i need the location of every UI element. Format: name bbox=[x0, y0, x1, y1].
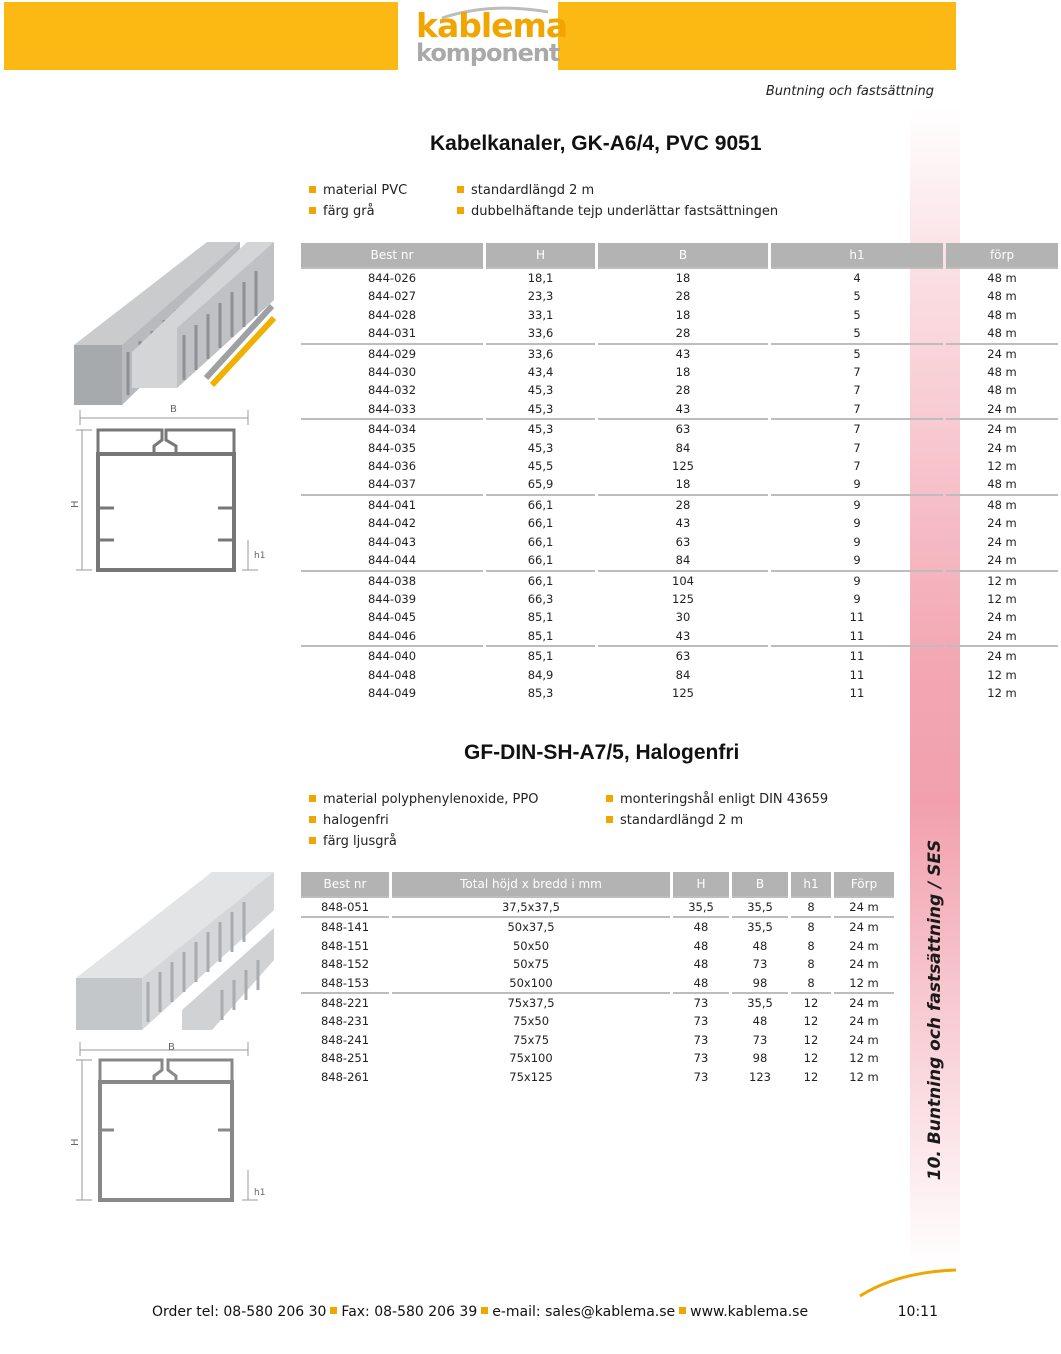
table-cell: 24 m bbox=[987, 534, 1017, 549]
table-cell: 63 bbox=[675, 534, 691, 549]
column-header: h1 bbox=[791, 872, 831, 896]
table-cell: 8 bbox=[807, 975, 815, 990]
table-cell: 48 m bbox=[987, 289, 1017, 304]
table-cell: 43 bbox=[598, 343, 768, 363]
table-row bbox=[301, 955, 894, 973]
table-row bbox=[301, 439, 1058, 457]
table-cell: 844-026 bbox=[301, 267, 483, 287]
table-cell: 8 bbox=[791, 916, 831, 936]
table-cell: 24 m bbox=[987, 401, 1017, 416]
table-row bbox=[301, 1068, 894, 1086]
footer-swoosh-icon bbox=[858, 1268, 958, 1298]
table-cell: 73 bbox=[693, 1032, 709, 1047]
table-cell: 66,1 bbox=[527, 534, 554, 549]
table-cell: 73 bbox=[693, 1014, 709, 1029]
table-cell: 75x37,5 bbox=[392, 992, 670, 1012]
table-cell: 45,3 bbox=[527, 401, 554, 416]
table-cell: 7 bbox=[853, 365, 861, 380]
bullet-square-icon bbox=[309, 816, 316, 823]
table-cell: 43 bbox=[675, 401, 691, 416]
table-row bbox=[301, 684, 1058, 702]
table-cell: 35,5 bbox=[732, 992, 788, 1012]
table-cell: 7 bbox=[853, 440, 861, 455]
table-cell: 75x50 bbox=[512, 1014, 550, 1029]
column-header: B bbox=[598, 243, 768, 267]
table-cell: 844-042 bbox=[367, 516, 417, 531]
table-cell: 848-153 bbox=[320, 975, 370, 990]
table-cell: 12 bbox=[803, 1051, 819, 1066]
table-cell: 848-241 bbox=[320, 1032, 370, 1047]
table-row bbox=[301, 627, 1058, 645]
table-cell: 844-044 bbox=[367, 553, 417, 568]
table-cell: 73 bbox=[752, 957, 768, 972]
table-row bbox=[301, 400, 1058, 418]
table-cell: 9 bbox=[853, 553, 861, 568]
table-cell: 848-221 bbox=[301, 992, 389, 1012]
table-cell: 7 bbox=[771, 418, 943, 438]
table-cell: 125 bbox=[672, 685, 694, 700]
table-cell: 24 m bbox=[987, 610, 1017, 625]
footer-fax: Fax: 08-580 206 39 bbox=[341, 1304, 478, 1320]
column-header: Förp bbox=[834, 872, 894, 896]
table-cell: 12 m bbox=[849, 975, 879, 990]
table-cell: 9 bbox=[853, 591, 861, 606]
table-cell: 24 m bbox=[946, 645, 1058, 665]
section2-features-left bbox=[309, 789, 538, 852]
table-cell: 48 bbox=[693, 957, 709, 972]
feature-item: färg ljusgrå bbox=[309, 831, 538, 852]
page-subtitle: Buntning och fastsättning bbox=[765, 84, 934, 99]
table-cell: 844-034 bbox=[301, 418, 483, 438]
dimension-h1-label: h1 bbox=[254, 551, 266, 561]
table-cell: 18 bbox=[675, 307, 691, 322]
table-row bbox=[301, 666, 1058, 684]
table-cell: 844-046 bbox=[367, 628, 417, 643]
table-cell: 37,5x37,5 bbox=[392, 896, 670, 916]
feature-item: monteringshål enligt DIN 43659 bbox=[606, 789, 828, 810]
table-row bbox=[301, 343, 1058, 363]
dimension-b-label: B bbox=[168, 1042, 175, 1053]
table-cell: 848-051 bbox=[301, 896, 389, 916]
table-cell: 50x37,5 bbox=[392, 916, 670, 936]
table-cell: 73 bbox=[673, 992, 729, 1012]
table-cell: 848-251 bbox=[320, 1051, 370, 1066]
section1-title: Kabelkanaler, GK-A6/4, PVC 9051 bbox=[430, 132, 762, 155]
table-cell: 844-030 bbox=[367, 365, 417, 380]
table-cell: 8 bbox=[807, 957, 815, 972]
table-cell: 11 bbox=[849, 628, 865, 643]
table-cell: 8 bbox=[807, 938, 815, 953]
table-cell: 66,1 bbox=[486, 570, 595, 590]
table-cell: 125 bbox=[672, 591, 694, 606]
table-cell: 11 bbox=[849, 667, 865, 682]
table-row bbox=[301, 514, 1058, 532]
product-table-gf-din bbox=[298, 872, 897, 1086]
bullet-square-icon bbox=[309, 186, 316, 193]
table-row bbox=[301, 287, 1058, 305]
table-cell: 12 bbox=[803, 1014, 819, 1029]
table-cell: 848-152 bbox=[320, 957, 370, 972]
table-cell: 844-049 bbox=[367, 685, 417, 700]
feature-item: material polyphenylenoxide, PPO bbox=[309, 789, 538, 810]
table-cell: 7 bbox=[853, 401, 861, 416]
table-cell: 50x75 bbox=[512, 957, 550, 972]
table-cell: 85,3 bbox=[527, 685, 554, 700]
table-cell: 844-031 bbox=[367, 326, 417, 341]
table-cell: 18 bbox=[675, 477, 691, 492]
table-cell: 30 bbox=[675, 610, 691, 625]
table-cell: 73 bbox=[693, 1051, 709, 1066]
table-cell: 844-040 bbox=[301, 645, 483, 665]
table-row bbox=[301, 608, 1058, 626]
table-row bbox=[301, 992, 894, 1012]
column-header: Total höjd x bredd i mm bbox=[392, 872, 670, 896]
footer-website[interactable]: www.kablema.se bbox=[690, 1304, 809, 1320]
section2-features-right bbox=[606, 789, 828, 831]
table-cell: 12 m bbox=[946, 570, 1058, 590]
table-cell: 844-045 bbox=[367, 610, 417, 625]
table-cell: 9 bbox=[771, 494, 943, 514]
table-cell: 9 bbox=[853, 516, 861, 531]
table-cell: 123 bbox=[749, 1069, 771, 1084]
table-cell: 844-027 bbox=[367, 289, 417, 304]
table-cell: 24 m bbox=[834, 916, 894, 936]
bullet-square-icon bbox=[309, 795, 316, 802]
table-cell: 12 bbox=[803, 1032, 819, 1047]
table-cell: 85,1 bbox=[486, 645, 595, 665]
dimension-h-label: H bbox=[70, 500, 81, 508]
table-cell: 844-043 bbox=[367, 534, 417, 549]
bullet-square-icon bbox=[606, 795, 613, 802]
table-cell: 48 bbox=[693, 975, 709, 990]
table-cell: 28 bbox=[675, 289, 691, 304]
table-cell: 48 bbox=[693, 938, 709, 953]
table-cell: 12 m bbox=[987, 591, 1017, 606]
table-cell: 66,1 bbox=[486, 494, 595, 514]
table-cell: 84 bbox=[675, 440, 691, 455]
table-row bbox=[301, 324, 1058, 342]
dimension-b-label: B bbox=[170, 404, 177, 415]
table-cell: 12 bbox=[803, 1069, 819, 1084]
table-cell: 848-231 bbox=[320, 1014, 370, 1029]
table-cell: 84 bbox=[675, 553, 691, 568]
table-row bbox=[301, 267, 1058, 287]
table-cell: 98 bbox=[752, 1051, 768, 1066]
table-cell: 11 bbox=[849, 685, 865, 700]
table-row bbox=[301, 533, 1058, 551]
table-cell: 12 m bbox=[987, 685, 1017, 700]
table-cell: 28 bbox=[598, 494, 768, 514]
table-cell: 4 bbox=[771, 267, 943, 287]
feature-item: färg grå bbox=[309, 201, 407, 222]
table-cell: 9 bbox=[771, 570, 943, 590]
section2-title: GF-DIN-SH-A7/5, Halogenfri bbox=[464, 741, 740, 764]
table-cell: 8 bbox=[791, 896, 831, 916]
table-row bbox=[301, 1031, 894, 1049]
column-header: förp bbox=[946, 243, 1058, 267]
table-cell: 24 m bbox=[987, 628, 1017, 643]
table-cell: 43,4 bbox=[527, 365, 554, 380]
dimension-h-label: H bbox=[70, 1138, 81, 1146]
bullet-square-icon bbox=[330, 1307, 337, 1314]
table-cell: 98 bbox=[752, 975, 768, 990]
table-cell: 66,1 bbox=[527, 516, 554, 531]
logo-text-top: kablema bbox=[416, 6, 568, 45]
table-cell: 28 bbox=[675, 383, 691, 398]
table-cell: 24 m bbox=[834, 896, 894, 916]
header-band-left bbox=[4, 2, 398, 70]
table-cell: 125 bbox=[672, 459, 694, 474]
table-cell: 24 m bbox=[849, 938, 879, 953]
table-row bbox=[301, 475, 1058, 493]
footer-tel: Order tel: 08-580 206 30 bbox=[152, 1304, 327, 1320]
table-cell: 24 m bbox=[987, 553, 1017, 568]
dimension-h1-label: h1 bbox=[254, 1188, 266, 1198]
table-cell: 75x100 bbox=[509, 1051, 553, 1066]
table-header-row bbox=[301, 872, 894, 896]
table-cell: 48 m bbox=[987, 477, 1017, 492]
table-cell: 18 bbox=[675, 365, 691, 380]
table-cell: 48 m bbox=[987, 326, 1017, 341]
table-cell: 75x125 bbox=[509, 1069, 553, 1084]
table-row bbox=[301, 937, 894, 955]
table-cell: 7 bbox=[853, 383, 861, 398]
table-cell: 50x100 bbox=[509, 975, 553, 990]
section1-features-right bbox=[457, 180, 778, 222]
table-cell: 844-041 bbox=[301, 494, 483, 514]
table-cell: 84,9 bbox=[527, 667, 554, 682]
table-cell: 43 bbox=[675, 516, 691, 531]
column-header: h1 bbox=[771, 243, 943, 267]
table-cell: 23,3 bbox=[527, 289, 554, 304]
table-cell: 844-029 bbox=[301, 343, 483, 363]
table-row bbox=[301, 896, 894, 916]
table-cell: 45,3 bbox=[527, 383, 554, 398]
page-number: 10:11 bbox=[897, 1304, 938, 1320]
feature-item: material PVC bbox=[309, 180, 407, 201]
table-cell: 848-151 bbox=[320, 938, 370, 953]
column-header: B bbox=[732, 872, 788, 896]
bullet-square-icon bbox=[309, 207, 316, 214]
table-row bbox=[301, 381, 1058, 399]
table-cell: 73 bbox=[752, 1032, 768, 1047]
table-cell: 24 m bbox=[987, 516, 1017, 531]
table-cell: 844-038 bbox=[301, 570, 483, 590]
table-cell: 7 bbox=[853, 459, 861, 474]
table-cell: 848-261 bbox=[320, 1069, 370, 1084]
table-row bbox=[301, 457, 1058, 475]
table-cell: 28 bbox=[675, 326, 691, 341]
table-cell: 24 m bbox=[834, 992, 894, 1012]
table-row bbox=[301, 551, 1058, 569]
cable-duct-illustration-1 bbox=[62, 240, 292, 710]
table-row bbox=[301, 590, 1058, 608]
table-header-row bbox=[301, 243, 1058, 267]
table-cell: 18,1 bbox=[486, 267, 595, 287]
table-cell: 45,5 bbox=[527, 459, 554, 474]
table-row bbox=[301, 418, 1058, 438]
table-cell: 104 bbox=[598, 570, 768, 590]
table-cell: 35,5 bbox=[732, 896, 788, 916]
table-cell: 5 bbox=[771, 343, 943, 363]
table-cell: 84 bbox=[675, 667, 691, 682]
footer-contact bbox=[152, 1304, 808, 1320]
table-cell: 48 bbox=[752, 1014, 768, 1029]
column-header: H bbox=[486, 243, 595, 267]
table-cell: 844-033 bbox=[367, 401, 417, 416]
table-cell: 5 bbox=[853, 289, 861, 304]
table-cell: 48 m bbox=[987, 365, 1017, 380]
table-row bbox=[301, 363, 1058, 381]
header-band-right bbox=[558, 2, 956, 70]
table-cell: 66,1 bbox=[527, 553, 554, 568]
table-cell: 9 bbox=[853, 534, 861, 549]
table-cell: 48 bbox=[752, 938, 768, 953]
table-cell: 848-141 bbox=[301, 916, 389, 936]
table-cell: 45,3 bbox=[486, 418, 595, 438]
table-cell: 24 m bbox=[849, 1032, 879, 1047]
table-cell: 9 bbox=[853, 477, 861, 492]
table-cell: 844-036 bbox=[367, 459, 417, 474]
column-header: H bbox=[673, 872, 729, 896]
table-cell: 63 bbox=[598, 645, 768, 665]
table-cell: 12 m bbox=[987, 667, 1017, 682]
table-cell: 844-048 bbox=[367, 667, 417, 682]
table-cell: 50x50 bbox=[512, 938, 550, 953]
table-cell: 48 m bbox=[987, 383, 1017, 398]
table-row bbox=[301, 916, 894, 936]
column-header: Best nr bbox=[301, 872, 389, 896]
table-cell: 844-032 bbox=[367, 383, 417, 398]
table-cell: 45,3 bbox=[527, 440, 554, 455]
table-cell: 844-035 bbox=[367, 440, 417, 455]
table-cell: 24 m bbox=[946, 343, 1058, 363]
table-row bbox=[301, 494, 1058, 514]
table-cell: 48 m bbox=[946, 267, 1058, 287]
table-cell: 48 bbox=[673, 916, 729, 936]
table-cell: 12 m bbox=[849, 1069, 879, 1084]
column-header: Best nr bbox=[301, 243, 483, 267]
table-cell: 85,1 bbox=[527, 610, 554, 625]
table-cell: 5 bbox=[853, 326, 861, 341]
table-cell: 48 m bbox=[946, 494, 1058, 514]
table-cell: 48 m bbox=[987, 307, 1017, 322]
logo-text-bottom: komponent bbox=[416, 39, 560, 67]
table-cell: 12 m bbox=[849, 1051, 879, 1066]
table-cell: 844-028 bbox=[367, 307, 417, 322]
table-cell: 33,6 bbox=[486, 343, 595, 363]
table-cell: 66,3 bbox=[527, 591, 554, 606]
feature-item: standardlängd 2 m bbox=[606, 810, 828, 831]
table-cell: 35,5 bbox=[673, 896, 729, 916]
table-cell: 35,5 bbox=[732, 916, 788, 936]
table-row bbox=[301, 1049, 894, 1067]
table-row bbox=[301, 1012, 894, 1030]
table-cell: 33,1 bbox=[527, 307, 554, 322]
feature-item: standardlängd 2 m bbox=[457, 180, 778, 201]
table-cell: 11 bbox=[771, 645, 943, 665]
bullet-square-icon bbox=[606, 816, 613, 823]
table-row bbox=[301, 974, 894, 992]
table-row bbox=[301, 570, 1058, 590]
table-row bbox=[301, 306, 1058, 324]
bullet-square-icon bbox=[309, 837, 316, 844]
table-cell: 24 m bbox=[849, 957, 879, 972]
table-cell: 12 bbox=[791, 992, 831, 1012]
table-cell: 24 m bbox=[946, 418, 1058, 438]
bullet-square-icon bbox=[679, 1307, 686, 1314]
footer-email[interactable]: e-mail: sales@kablema.se bbox=[492, 1304, 676, 1320]
section1-features-left bbox=[309, 180, 407, 222]
table-cell: 33,6 bbox=[527, 326, 554, 341]
table-cell: 844-039 bbox=[367, 591, 417, 606]
feature-item: halogenfri bbox=[309, 810, 538, 831]
product-table-gk bbox=[298, 243, 1061, 702]
table-row bbox=[301, 645, 1058, 665]
bullet-square-icon bbox=[457, 186, 464, 193]
table-cell: 65,9 bbox=[527, 477, 554, 492]
table-cell: 18 bbox=[598, 267, 768, 287]
table-cell: 24 m bbox=[849, 1014, 879, 1029]
bullet-square-icon bbox=[481, 1307, 488, 1314]
chapter-label: 10. Buntning och fastsättning / SES bbox=[925, 839, 945, 1181]
table-cell: 5 bbox=[853, 307, 861, 322]
table-cell: 85,1 bbox=[527, 628, 554, 643]
table-cell: 73 bbox=[693, 1069, 709, 1084]
table-cell: 24 m bbox=[987, 440, 1017, 455]
table-cell: 75x75 bbox=[512, 1032, 550, 1047]
bullet-square-icon bbox=[457, 207, 464, 214]
feature-item: dubbelhäftande tejp underlättar fastsättningen bbox=[457, 201, 778, 222]
table-cell: 11 bbox=[849, 610, 865, 625]
table-cell: 63 bbox=[598, 418, 768, 438]
table-cell: 12 m bbox=[987, 459, 1017, 474]
table-cell: 844-037 bbox=[367, 477, 417, 492]
table-cell: 43 bbox=[675, 628, 691, 643]
cable-duct-illustration-2 bbox=[62, 870, 292, 1215]
